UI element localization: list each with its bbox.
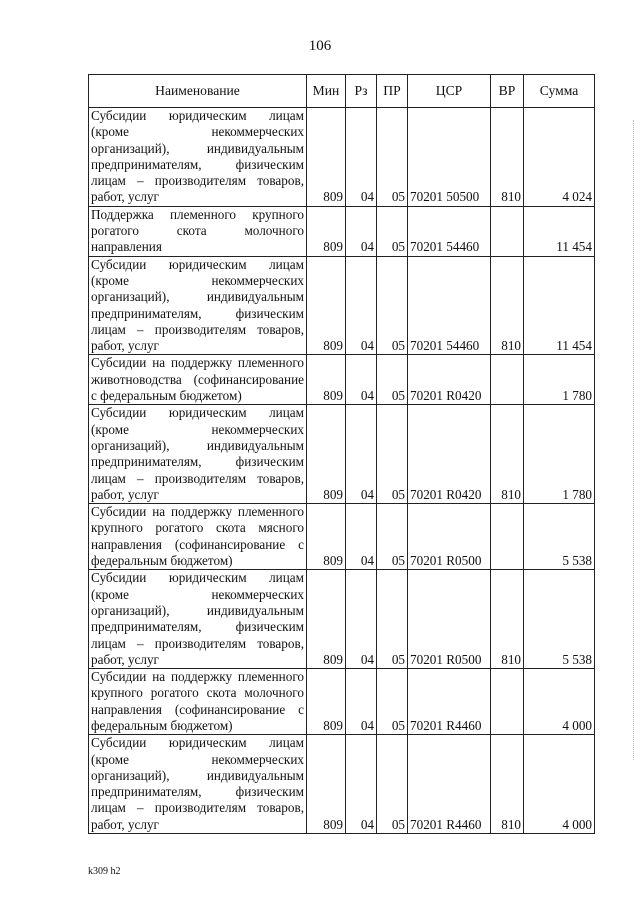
cell-name: Субсидии на поддержку племенного животноводства (софинансирование с федеральным бюджетом) xyxy=(89,355,307,405)
cell-rz: 04 xyxy=(346,735,377,834)
cell-min: 809 xyxy=(307,405,346,504)
cell-pr: 05 xyxy=(377,108,408,207)
cell-vr xyxy=(491,669,524,735)
cell-vr: 810 xyxy=(491,256,524,355)
cell-name: Субсидии юридическим лицам (кроме некоммерческих организаций), индивидуальным предпринимателям, физическим лицам – производителям товаров, работ, услуг xyxy=(89,405,307,504)
table-row xyxy=(89,206,595,256)
cell-csr: 70201 54460 xyxy=(408,206,491,256)
footer-code: k309 h2 xyxy=(88,866,121,877)
cell-rz: 04 xyxy=(346,405,377,504)
column-header-csr: ЦСР xyxy=(408,75,491,108)
cell-pr: 05 xyxy=(377,570,408,669)
table-row xyxy=(89,256,595,355)
cell-min: 809 xyxy=(307,735,346,834)
cell-sum: 5 538 xyxy=(524,504,595,570)
cell-sum: 1 780 xyxy=(524,355,595,405)
table-row xyxy=(89,570,595,669)
table-body xyxy=(89,108,595,834)
cell-sum: 11 454 xyxy=(524,206,595,256)
cell-csr: 70201 50500 xyxy=(408,108,491,207)
cell-csr: 70201 R4460 xyxy=(408,669,491,735)
cell-vr: 810 xyxy=(491,405,524,504)
cell-rz: 04 xyxy=(346,355,377,405)
cell-name: Поддержка племенного крупного рогатого скота молочного направления xyxy=(89,206,307,256)
cell-vr xyxy=(491,206,524,256)
cell-sum: 5 538 xyxy=(524,570,595,669)
cell-sum: 4 000 xyxy=(524,669,595,735)
cell-min: 809 xyxy=(307,256,346,355)
column-header-rz: Рз xyxy=(346,75,377,108)
cell-vr xyxy=(491,355,524,405)
cell-pr: 05 xyxy=(377,405,408,504)
cell-pr: 05 xyxy=(377,256,408,355)
cell-sum: 1 780 xyxy=(524,405,595,504)
cell-csr: 70201 R4460 xyxy=(408,735,491,834)
cell-pr: 05 xyxy=(377,669,408,735)
cell-rz: 04 xyxy=(346,206,377,256)
cell-vr xyxy=(491,504,524,570)
cell-csr: 70201 R0500 xyxy=(408,504,491,570)
cell-min: 809 xyxy=(307,108,346,207)
cell-min: 809 xyxy=(307,504,346,570)
cell-csr: 70201 R0500 xyxy=(408,570,491,669)
cell-pr: 05 xyxy=(377,206,408,256)
column-header-sum: Сумма xyxy=(524,75,595,108)
cell-name: Субсидии юридическим лицам (кроме некоммерческих организаций), индивидуальным предпринимателям, физическим лицам – производителям товаров, работ, услуг xyxy=(89,256,307,355)
cell-rz: 04 xyxy=(346,108,377,207)
cell-name: Субсидии на поддержку племенного крупного рогатого скота молочного направления (софинансирование с федеральным бюджетом) xyxy=(89,669,307,735)
cell-csr: 70201 54460 xyxy=(408,256,491,355)
cell-name: Субсидии юридическим лицам (кроме некоммерческих организаций), индивидуальным предпринимателям, физическим лицам – производителям товаров, работ, услуг xyxy=(89,570,307,669)
cell-min: 809 xyxy=(307,206,346,256)
cell-pr: 05 xyxy=(377,504,408,570)
cell-csr: 70201 R0420 xyxy=(408,355,491,405)
page-number: 106 xyxy=(308,38,332,54)
cell-sum: 4 024 xyxy=(524,108,595,207)
table-row xyxy=(89,405,595,504)
cell-name: Субсидии юридическим лицам (кроме некоммерческих организаций), индивидуальным предпринимателям, физическим лицам – производителям товаров, работ, услуг xyxy=(89,735,307,834)
cell-pr: 05 xyxy=(377,735,408,834)
table-row xyxy=(89,108,595,207)
scan-edge-marks xyxy=(632,120,634,760)
cell-csr: 70201 R0420 xyxy=(408,405,491,504)
cell-rz: 04 xyxy=(346,669,377,735)
cell-rz: 04 xyxy=(346,504,377,570)
column-header-name: Наименование xyxy=(89,75,307,108)
cell-pr: 05 xyxy=(377,355,408,405)
cell-sum: 4 000 xyxy=(524,735,595,834)
cell-min: 809 xyxy=(307,669,346,735)
table-row xyxy=(89,504,595,570)
table-row xyxy=(89,669,595,735)
cell-name: Субсидии юридическим лицам (кроме некоммерческих организаций), индивидуальным предпринимателям, физическим лицам – производителям товаров, работ, услуг xyxy=(89,108,307,207)
cell-sum: 11 454 xyxy=(524,256,595,355)
cell-min: 809 xyxy=(307,570,346,669)
column-header-pr: ПР xyxy=(377,75,408,108)
cell-rz: 04 xyxy=(346,570,377,669)
column-header-min: Мин xyxy=(307,75,346,108)
table-row xyxy=(89,735,595,834)
table-header-row xyxy=(89,75,595,108)
column-header-vr: ВР xyxy=(491,75,524,108)
cell-vr: 810 xyxy=(491,570,524,669)
cell-min: 809 xyxy=(307,355,346,405)
budget-table xyxy=(88,74,595,834)
cell-vr: 810 xyxy=(491,108,524,207)
cell-rz: 04 xyxy=(346,256,377,355)
cell-name: Субсидии на поддержку племенного крупного рогатого скота мясного направления (софинансирование с федеральным бюджетом) xyxy=(89,504,307,570)
table-row xyxy=(89,355,595,405)
cell-vr: 810 xyxy=(491,735,524,834)
